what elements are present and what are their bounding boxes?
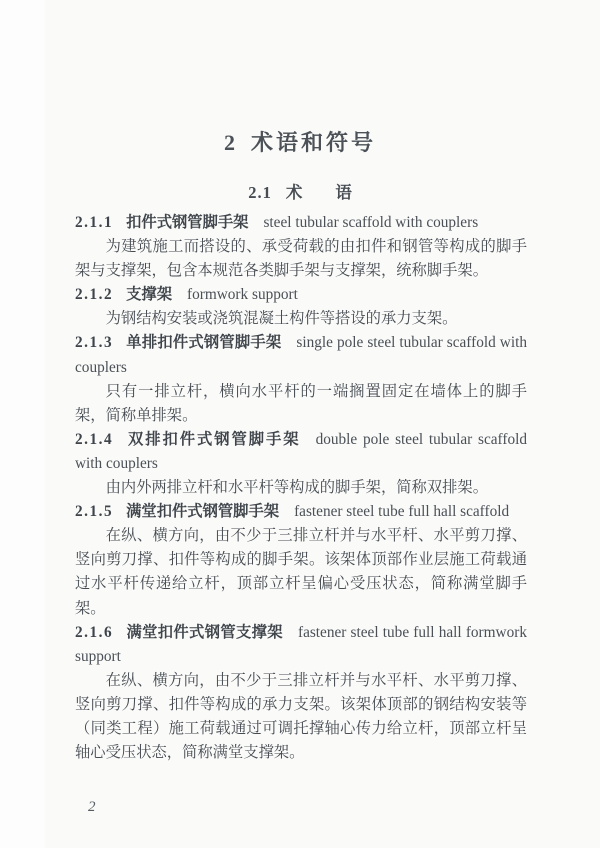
clause-definition: 在纵、横方向，由不少于三排立杆并与水平杆、水平剪刀撑、竖向剪刀撑、扣件等构成的承力支架。该架体顶部的钢结构安装等（同类工程）施工荷载通过可调托撑轴心传力给立杆，顶部立杆呈轴心受压状态，简称满堂支撑架。 (75, 671, 527, 762)
clause-list (75, 211, 527, 765)
clause-term-zh: 满堂扣件式钢管脚手架 (126, 503, 280, 521)
clause-head (75, 283, 527, 307)
clause-term-en: formwork support (187, 286, 298, 304)
clause-number: 2.1.2 (75, 286, 114, 304)
chapter-title-text: 术语和符号 (250, 130, 376, 155)
clause-number: 2.1.1 (75, 214, 114, 231)
clause-term-en: single pole steel tubular scaffold with couplers (75, 334, 527, 376)
clause-head (75, 621, 527, 669)
clause-number: 2.1.6 (75, 623, 114, 641)
chapter-number: 2 (223, 130, 235, 155)
clause-term-en: steel tubular scaffold with couplers (263, 214, 479, 231)
clause-definition: 由内外两排立杆和水平杆等构成的脚手架，简称双排架。 (105, 479, 489, 497)
clause-term-zh: 单排扣件式钢管脚手架 (126, 334, 282, 352)
clause-definition: 只有一排立杆，横向水平杆的一端搁置固定在墙体上的脚手架，简称单排架。 (75, 382, 527, 424)
clause-head (75, 211, 527, 235)
clause-number: 2.1.3 (75, 334, 114, 352)
clause-definition: 在纵、横方向，由不少于三排立杆并与水平杆、水平剪刀撑、竖向剪刀撑、扣件等构成的脚手架。该架体顶部作业层施工荷载通过水平杆传递给立杆，顶部立杆呈偏心受压状态，简称满堂脚手架。 (75, 527, 527, 617)
section-title-text: 术 语 (285, 183, 352, 202)
clause-term-en: fastener steel tube full hall formwork support (75, 623, 527, 665)
clause-term-zh: 扣件式钢管脚手架 (126, 214, 249, 231)
clause-head (75, 500, 527, 524)
clause-head (75, 331, 527, 379)
clause-head (75, 428, 527, 476)
clause-term-zh: 支撑架 (126, 286, 172, 304)
clause-number: 2.1.5 (75, 503, 114, 521)
clause-definition: 为钢结构安装或浇筑混凝土构件等搭设的承力支架。 (105, 310, 458, 328)
clause-term-en: double pole steel tubular scaffold with couplers (75, 430, 527, 472)
clause-number: 2.1.4 (75, 430, 114, 448)
section-number: 2.1 (248, 183, 272, 202)
clause-term-en: fastener steel tube full hall scaffold (294, 503, 510, 521)
section-title (0, 179, 600, 203)
page-number: 2 (88, 799, 96, 815)
clause-definition: 为建筑施工而搭设的、承受荷载的由扣件和钢管等构成的脚手架与支撑架，包含本规范各类脚手架与支撑架，统称脚手架。 (75, 238, 527, 280)
clause-term-zh: 双排扣件式钢管脚手架 (126, 430, 301, 448)
clause-term-zh: 满堂扣件式钢管支撑架 (126, 623, 283, 641)
chapter-title (0, 126, 600, 157)
